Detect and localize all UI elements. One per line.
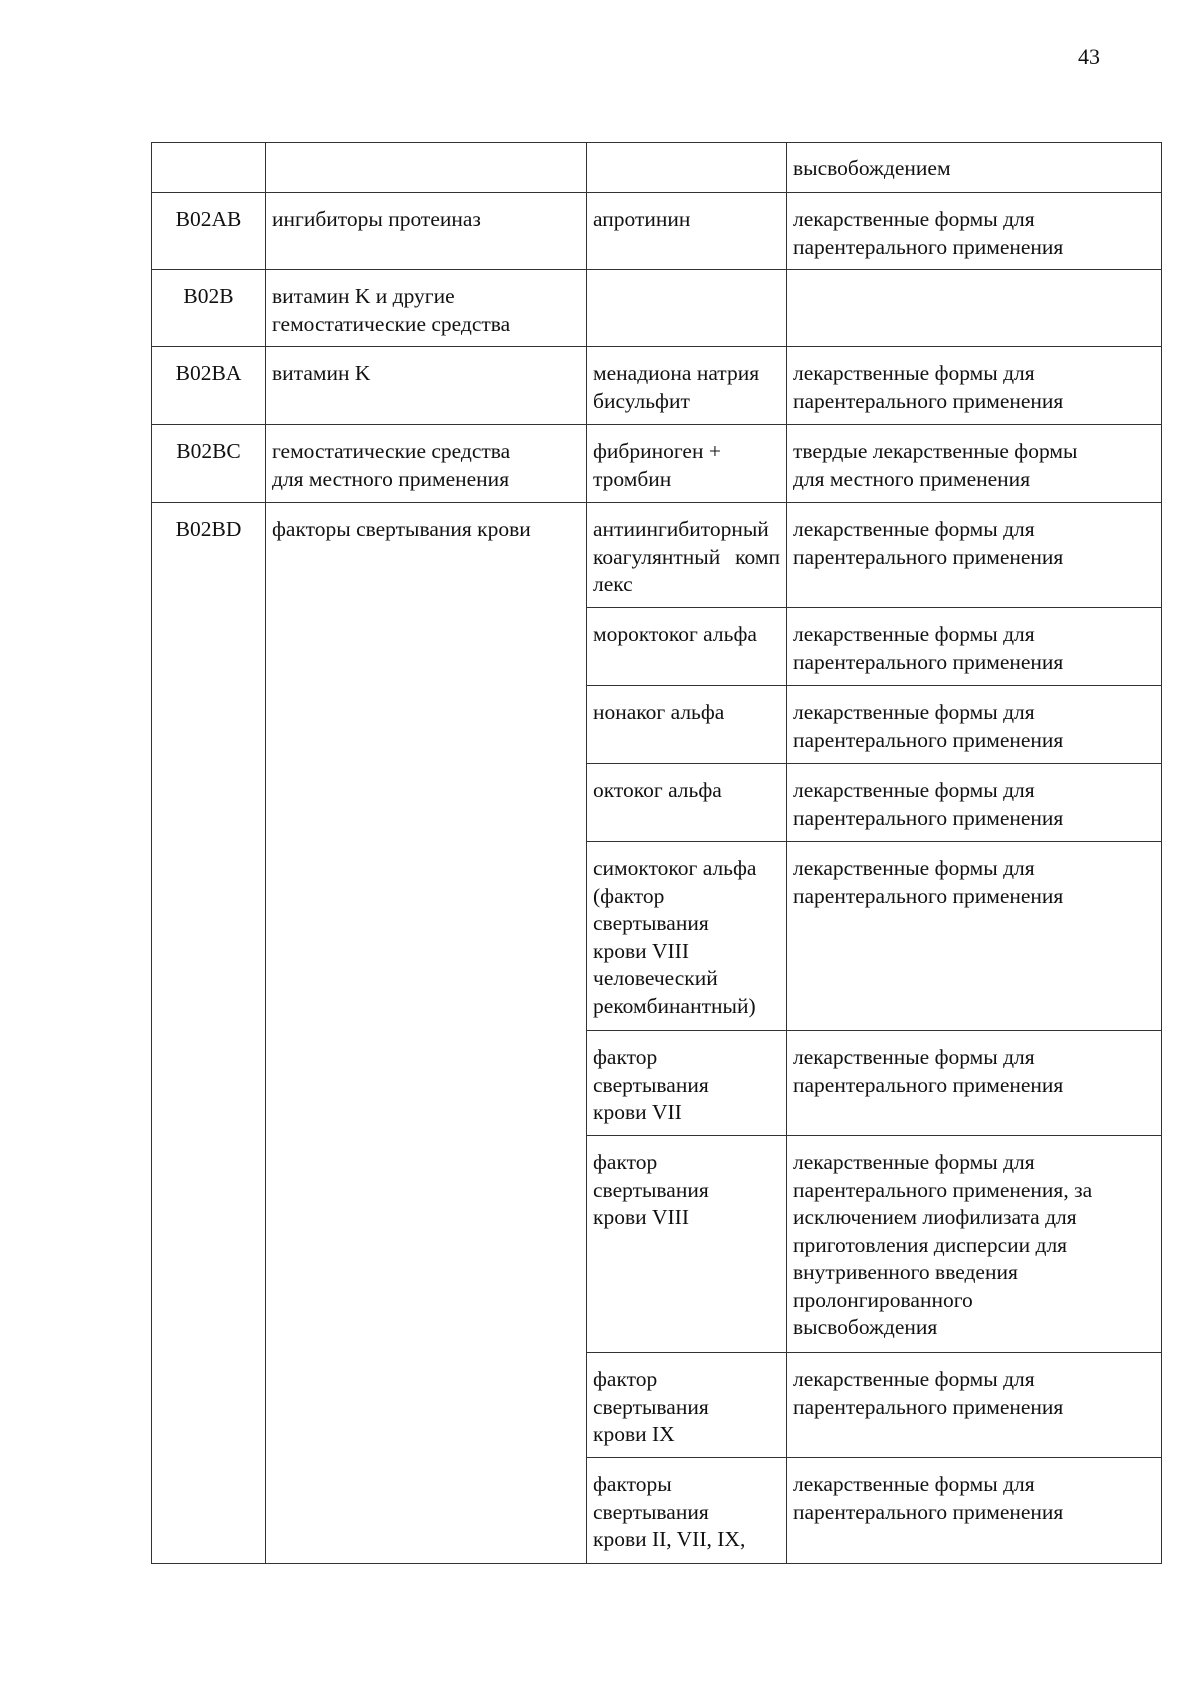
drug-line: тромбин <box>593 466 672 491</box>
form-line: парентерального применения <box>793 544 1064 569</box>
group-line: факторы свертывания крови <box>272 517 531 541</box>
form-line: лекарственные формы для <box>793 856 1035 880</box>
form-cell <box>787 764 1162 842</box>
drug-line: фактор <box>593 1367 658 1391</box>
form-line: парентерального применения <box>793 1072 1064 1097</box>
form-line: лекарственные формы для <box>793 622 1035 646</box>
form-cell <box>787 503 1162 608</box>
group-line: витамин K <box>272 361 371 385</box>
drug-line: крови II, VII, IX, <box>593 1527 746 1551</box>
drug-classification-table <box>151 142 1162 1564</box>
drug-cell <box>587 608 787 686</box>
form-line: внутривенного введения <box>793 1260 1018 1284</box>
form-line: лекарственные формы для <box>793 207 1035 231</box>
drug-line: крови IX <box>593 1422 675 1446</box>
group-cell <box>266 143 587 193</box>
drug-line: мороктоког альфа <box>593 622 757 646</box>
drug-line: крови VII <box>593 1100 682 1124</box>
drug-line: антиингибиторный коагулянтный комплекс <box>593 517 780 596</box>
form-line: лекарственные формы для <box>793 1367 1035 1391</box>
drug-line: свертывания <box>593 1394 709 1419</box>
drug-line: симоктоког альфа <box>593 856 757 880</box>
drug-line: фактор <box>593 1045 658 1069</box>
form-line: парентерального применения, за <box>793 1177 1093 1202</box>
form-line: парентерального применения <box>793 727 1064 752</box>
group-line: для местного применения <box>272 466 510 491</box>
form-line: пролонгированного <box>793 1287 973 1312</box>
form-line: парентерального применения <box>793 1394 1064 1419</box>
form-line: парентерального применения <box>793 388 1064 413</box>
table-row <box>152 270 1162 347</box>
table-row <box>152 503 1162 608</box>
drug-cell <box>587 143 787 193</box>
drug-cell <box>587 193 787 270</box>
drug-cell <box>587 1031 787 1136</box>
atc-code: B02BD <box>175 517 242 541</box>
group-line: ингибиторы протеиназ <box>272 207 481 231</box>
drug-cell <box>587 1458 787 1564</box>
group-cell <box>266 270 587 347</box>
form-cell <box>787 608 1162 686</box>
drug-line: нонаког альфа <box>593 700 725 724</box>
table-row <box>152 347 1162 425</box>
form-line: лекарственные формы для <box>793 517 1035 541</box>
drug-line: свертывания <box>593 1072 709 1097</box>
drug-cell <box>587 503 787 608</box>
form-line: лекарственные формы для <box>793 361 1035 385</box>
drug-cell <box>587 842 787 1031</box>
form-line: лекарственные формы для <box>793 778 1035 802</box>
atc-code-cell <box>152 347 266 425</box>
form-line: лекарственные формы для <box>793 1150 1035 1174</box>
page-number: 43 <box>1078 44 1100 69</box>
drug-cell <box>587 1353 787 1458</box>
form-cell <box>787 1136 1162 1353</box>
table-row <box>152 425 1162 503</box>
group-line: витамин K и другие <box>272 284 455 308</box>
drug-line: фактор <box>593 1150 658 1174</box>
form-line: лекарственные формы для <box>793 700 1035 724</box>
drug-cell <box>587 270 787 347</box>
group-line: гемостатические средства <box>272 311 511 336</box>
drug-line: свертывания <box>593 1499 709 1524</box>
drug-line: свертывания <box>593 911 709 935</box>
atc-code-cell <box>152 193 266 270</box>
group-cell <box>266 503 587 1564</box>
form-cell <box>787 143 1162 193</box>
atc-code: B02B <box>183 284 234 308</box>
drug-line: рекомбинантный) <box>593 993 756 1018</box>
group-line: гемостатические средства <box>272 439 511 463</box>
drug-line: крови VIII <box>593 938 689 963</box>
form-line: приготовления дисперсии для <box>793 1232 1068 1257</box>
form-line: лекарственные формы для <box>793 1045 1035 1069</box>
drug-cell <box>587 686 787 764</box>
atc-code-cell <box>152 143 266 193</box>
form-line: лекарственные формы для <box>793 1472 1035 1496</box>
table-row <box>152 193 1162 270</box>
drug-cell <box>587 1136 787 1353</box>
form-cell <box>787 347 1162 425</box>
form-cell <box>787 193 1162 270</box>
form-line: парентерального применения <box>793 883 1064 908</box>
form-cell <box>787 1458 1162 1564</box>
drug-line: апротинин <box>593 207 691 231</box>
form-cell <box>787 686 1162 764</box>
form-line: для местного применения <box>793 466 1031 491</box>
form-line: высвобождения <box>793 1315 938 1339</box>
drug-cell <box>587 764 787 842</box>
drug-line: фибриноген + <box>593 439 721 463</box>
form-line: исключением лиофилизата для <box>793 1205 1077 1229</box>
group-cell <box>266 193 587 270</box>
drug-cell <box>587 347 787 425</box>
drug-line: бисульфит <box>593 388 690 413</box>
atc-code: B02BC <box>176 439 241 463</box>
drug-line: свертывания <box>593 1177 709 1202</box>
drug-line: крови VIII <box>593 1205 689 1229</box>
form-line: парентерального применения <box>793 805 1064 830</box>
form-cell <box>787 1031 1162 1136</box>
atc-code-cell <box>152 270 266 347</box>
atc-code-cell <box>152 425 266 503</box>
drug-line: октоког альфа <box>593 778 722 802</box>
group-cell <box>266 347 587 425</box>
drug-cell <box>587 425 787 503</box>
form-cell <box>787 425 1162 503</box>
group-cell <box>266 425 587 503</box>
drug-line: (фактор <box>593 883 665 908</box>
drug-line: человеческий <box>593 966 718 990</box>
form-cell <box>787 1353 1162 1458</box>
drug-line: факторы <box>593 1472 672 1496</box>
form-cell <box>787 270 1162 347</box>
form-line: твердые лекарственные формы <box>793 439 1078 463</box>
atc-code: B02BA <box>175 361 242 385</box>
form-line: парентерального применения <box>793 649 1064 674</box>
form-line: парентерального применения <box>793 1499 1064 1524</box>
form-line: высвобождением <box>793 156 951 180</box>
form-line: парентерального применения <box>793 234 1064 259</box>
drug-line: менадиона натрия <box>593 361 760 385</box>
atc-code-cell <box>152 503 266 1564</box>
table-row <box>152 143 1162 193</box>
atc-code: B02AB <box>175 207 242 231</box>
form-cell <box>787 842 1162 1031</box>
